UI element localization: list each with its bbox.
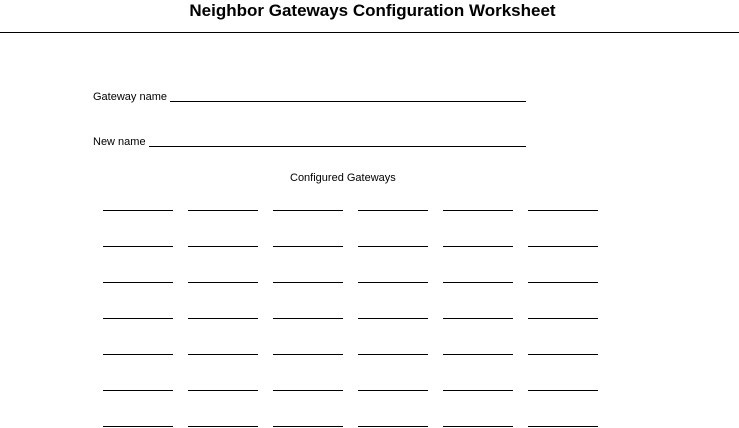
gateway-slot-line bbox=[103, 390, 173, 391]
gateway-slot-line bbox=[443, 210, 513, 211]
gateway-name-label: Gateway name bbox=[93, 91, 167, 103]
gateway-slot-line bbox=[273, 354, 343, 355]
gateway-slot-line bbox=[528, 318, 598, 319]
new-name-field bbox=[93, 133, 526, 149]
gateway-slot-line bbox=[273, 318, 343, 319]
gateway-slot-line bbox=[358, 354, 428, 355]
gateway-slot-line bbox=[528, 210, 598, 211]
worksheet-title: Neighbor Gateways Configuration Worksheet bbox=[189, 1, 556, 20]
gateway-slot-line bbox=[528, 426, 598, 427]
gateway-slot-line bbox=[443, 318, 513, 319]
gateway-slot-line bbox=[358, 390, 428, 391]
gateway-slot-line bbox=[103, 354, 173, 355]
gateway-slot-line bbox=[103, 282, 173, 283]
gateway-slot-line bbox=[358, 246, 428, 247]
gateway-slot-line bbox=[528, 282, 598, 283]
gateway-slot-line bbox=[528, 246, 598, 247]
gateway-slot-line bbox=[358, 318, 428, 319]
gateway-name-blank-line bbox=[170, 101, 526, 102]
gateway-slot-line bbox=[188, 282, 258, 283]
gateway-slot-line bbox=[273, 390, 343, 391]
gateway-slot-line bbox=[273, 282, 343, 283]
configured-gateways-heading: Configured Gateways bbox=[290, 172, 396, 184]
gateway-slot-line bbox=[528, 354, 598, 355]
gateway-slot-line bbox=[528, 390, 598, 391]
gateway-slot-line bbox=[188, 354, 258, 355]
gateway-slot-line bbox=[443, 246, 513, 247]
gateway-slot-line bbox=[188, 318, 258, 319]
gateway-slot-line bbox=[103, 246, 173, 247]
gateway-slot-line bbox=[273, 426, 343, 427]
gateway-slot-line bbox=[273, 210, 343, 211]
gateway-slot-line bbox=[188, 426, 258, 427]
gateway-slot-line bbox=[103, 426, 173, 427]
gateway-slot-line bbox=[443, 282, 513, 283]
gateway-slot-line bbox=[188, 246, 258, 247]
gateway-slot-line bbox=[188, 390, 258, 391]
gateway-slot-line bbox=[358, 426, 428, 427]
new-name-label: New name bbox=[93, 136, 146, 148]
gateway-slot-line bbox=[358, 282, 428, 283]
gateway-slot-line bbox=[443, 354, 513, 355]
gateway-slot-line bbox=[103, 318, 173, 319]
gateway-name-field bbox=[93, 88, 526, 104]
gateway-slot-line bbox=[188, 210, 258, 211]
gateway-slot-line bbox=[358, 210, 428, 211]
gateway-slot-line bbox=[103, 210, 173, 211]
gateway-slot-line bbox=[443, 390, 513, 391]
new-name-blank-line bbox=[149, 146, 526, 147]
gateway-slot-line bbox=[443, 426, 513, 427]
title-divider bbox=[0, 32, 739, 33]
gateway-slot-line bbox=[273, 246, 343, 247]
